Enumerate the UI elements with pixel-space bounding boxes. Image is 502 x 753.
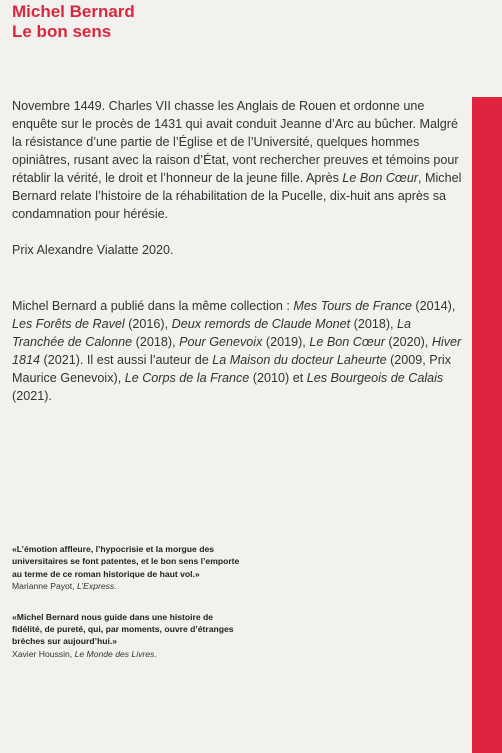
synopsis-paragraph	[12, 97, 462, 223]
press-quote: «Michel Bernard nous guide dans une histoire de fidélité, de pureté, qui, par moments, ouvre d’étranges brèches sur aujourd’hui.»	[12, 611, 234, 647]
press-quotes	[12, 543, 242, 678]
quote-source: L’Express.	[76, 581, 117, 592]
bibliography-text: (2019),	[262, 335, 310, 349]
bibliography-text: (2021). Il est aussi l’auteur de	[40, 353, 213, 367]
book-title-ref: Deux remords de Claude Monet	[171, 317, 351, 331]
book-title-ref: Mes Tours de France	[293, 299, 412, 313]
bibliography-text: (2014),	[411, 299, 456, 313]
bibliography-text: (2018),	[350, 317, 398, 331]
quote-citation	[12, 580, 242, 592]
quote-citation	[12, 648, 242, 660]
book-title-ref: Le Bon Cœur	[309, 335, 385, 349]
quote-author: Xavier Houssin,	[12, 648, 75, 659]
bibliography-text: Michel Bernard a publié dans la même collection :	[12, 299, 294, 313]
bibliography-text: (2018),	[132, 335, 180, 349]
book-title-ref: Les Forêts de Ravel	[12, 317, 125, 331]
bibliography-text: (2009, Prix Maurice Genevoix),	[12, 353, 451, 385]
book-title-ref: La Tranchée de Calonne	[12, 317, 412, 349]
blurb	[12, 97, 462, 405]
synopsis-text-a: Novembre 1449. Charles VII chasse les Anglais de Rouen et ordonne une enquête sur le procès de 1431 qui avait conduit Jeanne d’Arc au bûcher. Malgré la résistance d’une partie de l’Église et de l’Université, quelques hommes opiniâtres, rusant avec la raison d’État, vont rechercher preuves et témoins pour rétablir la vérité, le droit et l’honneur de la jeune fille. Après	[12, 99, 459, 185]
book-title-ref: La Maison du docteur Laheurte	[212, 353, 387, 367]
author-name: Michel Bernard	[12, 2, 135, 21]
bibliography-text: (2010) et	[249, 371, 307, 385]
synopsis-text-b: , Michel Bernard relate l’histoire de la réhabilitation de la Pucelle, dix-huit ans après sa condamnation pour hérésie.	[12, 171, 462, 221]
book-title-ref: Hiver 1814	[12, 335, 462, 367]
quote-author: Marianne Payot,	[12, 581, 77, 592]
book-title-ref: Pour Genevoix	[179, 335, 263, 349]
synopsis-title-ref: Le Bon Cœur	[342, 171, 419, 185]
prize-line: Prix Alexandre Vialatte 2020.	[12, 243, 174, 257]
book-title: Le bon sens	[12, 22, 112, 41]
red-side-band	[472, 97, 502, 753]
bibliography-paragraph	[12, 297, 462, 405]
book-title-ref: Le Corps de la France	[124, 371, 250, 385]
bibliography-text: (2021).	[12, 389, 52, 403]
header	[12, 2, 135, 42]
quote-source: Le Monde des Livres.	[74, 648, 157, 659]
bibliography-text: (2016),	[124, 317, 172, 331]
book-title-ref: Les Bourgeois de Calais	[306, 371, 444, 385]
press-quote: «L’émotion affleure, l’hypocrisie et la morgue des universitaires se font patentes, et le bon sens l’emporte au terme de ce roman historique de haut vol.»	[12, 544, 240, 579]
bibliography-text: (2020),	[384, 335, 432, 349]
